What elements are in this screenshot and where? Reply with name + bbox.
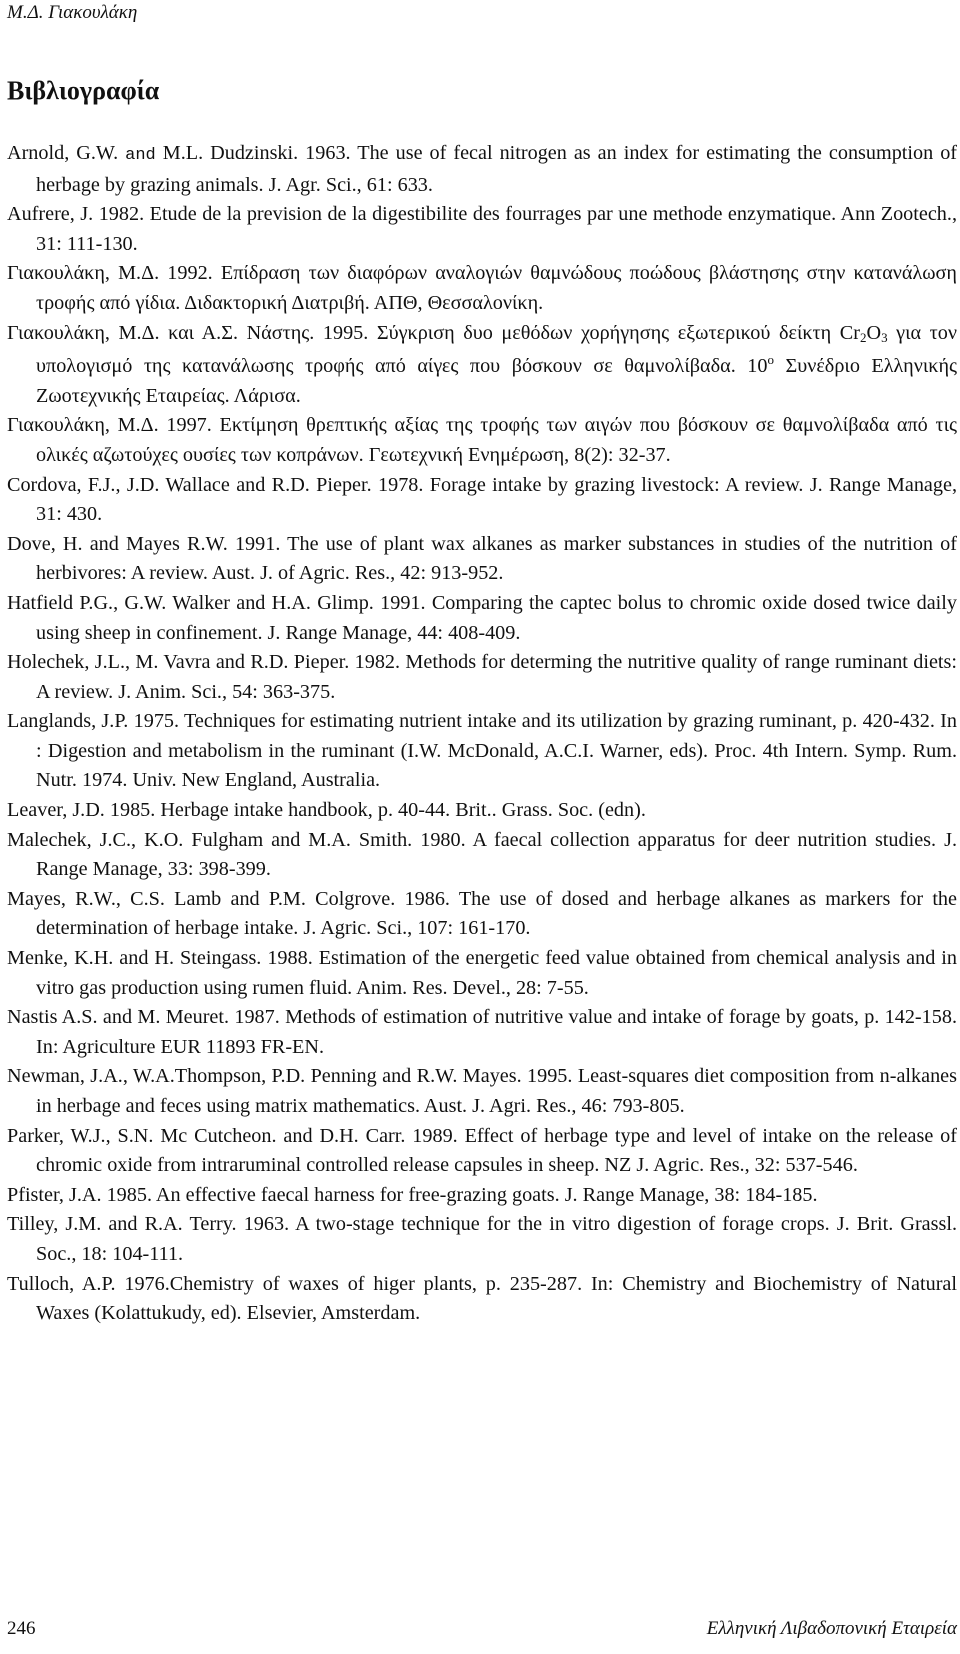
reference-item: Nastis A.S. and M. Meuret. 1987. Methods of estimation of nutritive value and intake of forage by goats, p. 142-158. In: Agriculture EUR 11893 FR-EN.	[7, 1006, 957, 1058]
reference-item: Tilley, J.M. and R.A. Terry. 1963. A two-stage technique for the in vitro digestion of forage crops. J. Brit. Grassl. Soc., 18: 104-111.	[7, 1213, 957, 1265]
reference-item: Tulloch, A.P. 1976.Chemistry of waxes of higer plants, p. 235-287. In: Chemistry and Biochemistry of Natural Waxes (Kolattukudy, ed). Elsevier, Amsterdam.	[7, 1272, 957, 1325]
reference-item: Γιακουλάκη, Μ.Δ. 1997. Εκτίμηση θρεπτικής αξίας της τροφής των αιγών που βόσκουν σε θαμνολίβαδα από τις ολικές αζωτούχες ουσίες των κοπράνων. Γεωτεχνική Ενημέρωση, 8(2): 32-37.	[7, 414, 957, 466]
reference-item: Parker, W.J., S.N. Mc Cutcheon. and D.H. Carr. 1989. Effect of herbage type and level of intake on the release of chromic oxide from intraruminal controlled release capsules in sheep. NZ J. Agric. Res., 32: 537-546.	[7, 1124, 957, 1177]
subscript: 3	[881, 329, 888, 345]
reference-text: Γιακουλάκη, Μ.Δ. και Α.Σ. Νάστης. 1995. Σύγκριση δυο μεθόδων χορήγησης εξωτερικού δείκτη Cr	[7, 321, 860, 344]
reference-item: Mayes, R.W., C.S. Lamb and P.M. Colgrove. 1986. The use of dosed and herbage alkanes as markers for the determination of herbage intake. J. Agric. Sci., 107: 161-170.	[7, 887, 957, 940]
reference-item: Leaver, J.D. 1985. Herbage intake handbook, p. 40-44. Brit.. Grass. Soc. (edn).	[7, 799, 646, 822]
page-number: 246	[7, 1618, 36, 1639]
reference-item: Hatfield P.G., G.W. Walker and H.A. Glimp. 1991. Comparing the captec bolus to chromic oxide dosed twice daily using sheep in confinement. J. Range Manage, 44: 408-409.	[7, 591, 957, 644]
reference-item: Langlands, J.P. 1975. Techniques for estimating nutrient intake and its utilization by grazing ruminant, p. 420-432. In : Digestion and metabolism in the ruminant (I.W. McDonald, A.C.I. Warner, eds). Proc. 4th Intern. Symp. Rum. Nutr. 1974. Univ. New England, Australia.	[7, 710, 957, 792]
reference-item: Cordova, F.J., J.D. Wallace and R.D. Pieper. 1978. Forage intake by grazing livestock: A review. J. Range Manage, 31: 430.	[7, 473, 957, 526]
footer-society: Ελληνική Λιβαδοπονική Εταιρεία	[706, 1618, 957, 1639]
running-head: Μ.Δ. Γιακουλάκη	[7, 2, 138, 23]
reference-item: Menke, K.H. and H. Steingass. 1988. Estimation of the energetic feed value obtained from chemical analysis and in vitro gas production using rumen fluid. Anim. Res. Devel., 28: 7-55.	[7, 947, 957, 999]
reference-item: Γιακουλάκη, Μ.Δ. 1992. Επίδραση των διαφόρων αναλογιών θαμνώδους ποώδους βλάστησης στην κατανάλωση τροφής από γίδια. Διδακτορική Διατριβή. ΑΠΘ, Θεσσαλονίκη.	[7, 262, 957, 314]
reference-text: Arnold, G.W.	[7, 142, 119, 164]
reference-text: O	[866, 321, 882, 344]
reference-item	[7, 319, 957, 412]
section-title: Βιβλιογραφία	[7, 76, 160, 105]
reference-item: Holechek, J.L., M. Vavra and R.D. Pieper. 1982. Methods for determing the nutritive quality of range ruminant diets: A review. J. Anim. Sci., 54: 363-375.	[7, 651, 957, 703]
reference-text: M.L. Dudzinski. 1963. The use of fecal nitrogen as an index for estimating the consumption of herbage by grazing animals. J. Agr. Sci., 61: 633.	[36, 142, 958, 196]
superscript: ο	[767, 352, 774, 368]
subscript: 2	[860, 329, 867, 345]
reference-list	[7, 139, 957, 1329]
reference-text: για τον υπολογισμό της κατανάλωσης τροφής από αίγες που βόσκουν σε θαμνολίβαδα. 10	[36, 321, 958, 378]
reference-item: Pfister, J.A. 1985. An effective faecal harness for free-grazing goats. J. Range Manage, 38: 184-185.	[7, 1183, 818, 1206]
reference-item: Aufrere, J. 1982. Etude de la prevision de la digestibilite des fourrages par une methode enzymatique. Ann Zootech., 31: 111-130.	[7, 203, 957, 255]
reference-item: Newman, J.A., W.A.Thompson, P.D. Penning and R.W. Mayes. 1995. Least-squares diet composition from n-alkanes in herbage and feces using matrix mathematics. Aust. J. Agri. Res., 46: 793-805.	[7, 1065, 957, 1117]
reference-item	[7, 139, 957, 200]
reference-text: and	[125, 146, 156, 165]
reference-item: Dove, H. and Mayes R.W. 1991. The use of plant wax alkanes as marker substances in studies of the nutrition of herbivores: A review. Aust. J. of Agric. Res., 42: 913-952.	[7, 532, 957, 585]
reference-item: Malechek, J.C., K.O. Fulgham and M.A. Smith. 1980. A faecal collection apparatus for deer nutrition studies. J. Range Manage, 33: 398-399.	[7, 828, 957, 881]
reference-text: Συνέδριο Ελληνικής Ζωοτεχνικής Εταιρείας. Λάρισα.	[36, 355, 957, 407]
